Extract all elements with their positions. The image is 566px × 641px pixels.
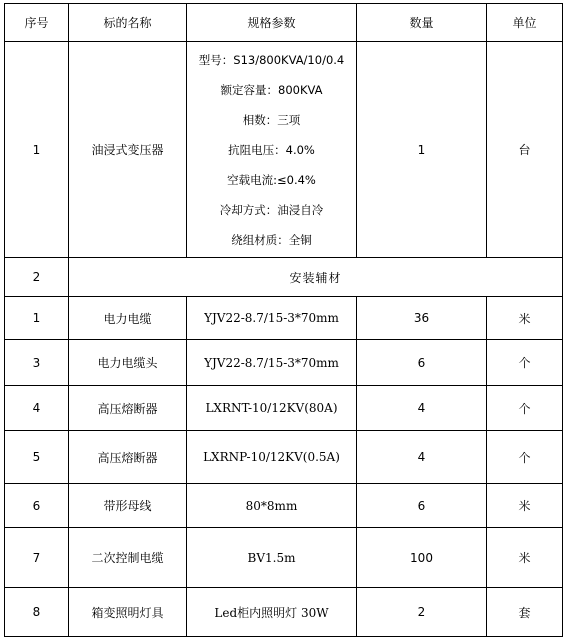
header-qty: 数量 — [357, 4, 487, 42]
row-qty: 100 — [357, 528, 487, 588]
row-name: 二次控制电缆 — [69, 528, 187, 588]
row-unit: 米 — [487, 528, 563, 588]
row-name: 电力电缆头 — [69, 340, 187, 386]
table-row — [5, 484, 563, 528]
section-row — [5, 258, 563, 297]
param-winding: 绕组材质：全铜 — [231, 232, 312, 247]
param-impedance: 抗阻电压：4.0% — [228, 142, 315, 157]
row-spec: LXRNP-10/12KV(0.5A) — [187, 431, 357, 484]
spec-table — [4, 3, 563, 637]
row-spec: BV1.5m — [187, 528, 357, 588]
table-row — [5, 340, 563, 386]
header-no: 序号 — [5, 4, 69, 42]
row-qty: 4 — [357, 431, 487, 484]
row-no: 7 — [5, 528, 69, 588]
row-unit: 套 — [487, 588, 563, 637]
param-capacity: 额定容量：800KVA — [220, 82, 323, 97]
row-no: 1 — [5, 297, 69, 340]
section-title: 安装辅材 — [69, 258, 563, 297]
header-name: 标的名称 — [69, 4, 187, 42]
param-cooling: 冷却方式：油浸自冷 — [219, 202, 324, 217]
row-name: 高压熔断器 — [69, 431, 187, 484]
param-model: 型号：S13/800KVA/10/0.4 — [198, 52, 345, 67]
row-spec: YJV22-8.7/15-3*70mm — [187, 340, 357, 386]
transformer-no: 1 — [5, 42, 69, 258]
row-no: 8 — [5, 588, 69, 637]
row-name: 箱变照明灯具 — [69, 588, 187, 637]
transformer-params — [187, 42, 357, 258]
row-spec: 80*8mm — [187, 484, 357, 528]
section-no: 2 — [5, 258, 69, 297]
param-noload-current: 空载电流:≤0.4% — [227, 172, 316, 187]
header-row — [5, 4, 563, 42]
table-row — [5, 528, 563, 588]
transformer-row — [5, 42, 563, 258]
row-qty: 36 — [357, 297, 487, 340]
param-phases: 相数：三项 — [242, 112, 301, 127]
row-unit: 个 — [487, 340, 563, 386]
row-unit: 米 — [487, 484, 563, 528]
header-unit: 单位 — [487, 4, 563, 42]
transformer-qty: 1 — [357, 42, 487, 258]
row-name: 高压熔断器 — [69, 386, 187, 431]
table-row — [5, 386, 563, 431]
table-row — [5, 297, 563, 340]
table-row — [5, 588, 563, 637]
row-qty: 6 — [357, 484, 487, 528]
row-no: 4 — [5, 386, 69, 431]
transformer-unit: 台 — [487, 42, 563, 258]
row-unit: 米 — [487, 297, 563, 340]
transformer-name: 油浸式变压器 — [69, 42, 187, 258]
row-name: 带形母线 — [69, 484, 187, 528]
row-no: 5 — [5, 431, 69, 484]
row-qty: 4 — [357, 386, 487, 431]
row-spec: Led柜内照明灯 30W — [187, 588, 357, 637]
row-no: 6 — [5, 484, 69, 528]
row-unit: 个 — [487, 431, 563, 484]
row-qty: 2 — [357, 588, 487, 637]
row-no: 3 — [5, 340, 69, 386]
row-spec: YJV22-8.7/15-3*70mm — [187, 297, 357, 340]
row-spec: LXRNT-10/12KV(80A) — [187, 386, 357, 431]
row-unit: 个 — [487, 386, 563, 431]
row-name: 电力电缆 — [69, 297, 187, 340]
table-row — [5, 431, 563, 484]
header-spec: 规格参数 — [187, 4, 357, 42]
row-qty: 6 — [357, 340, 487, 386]
